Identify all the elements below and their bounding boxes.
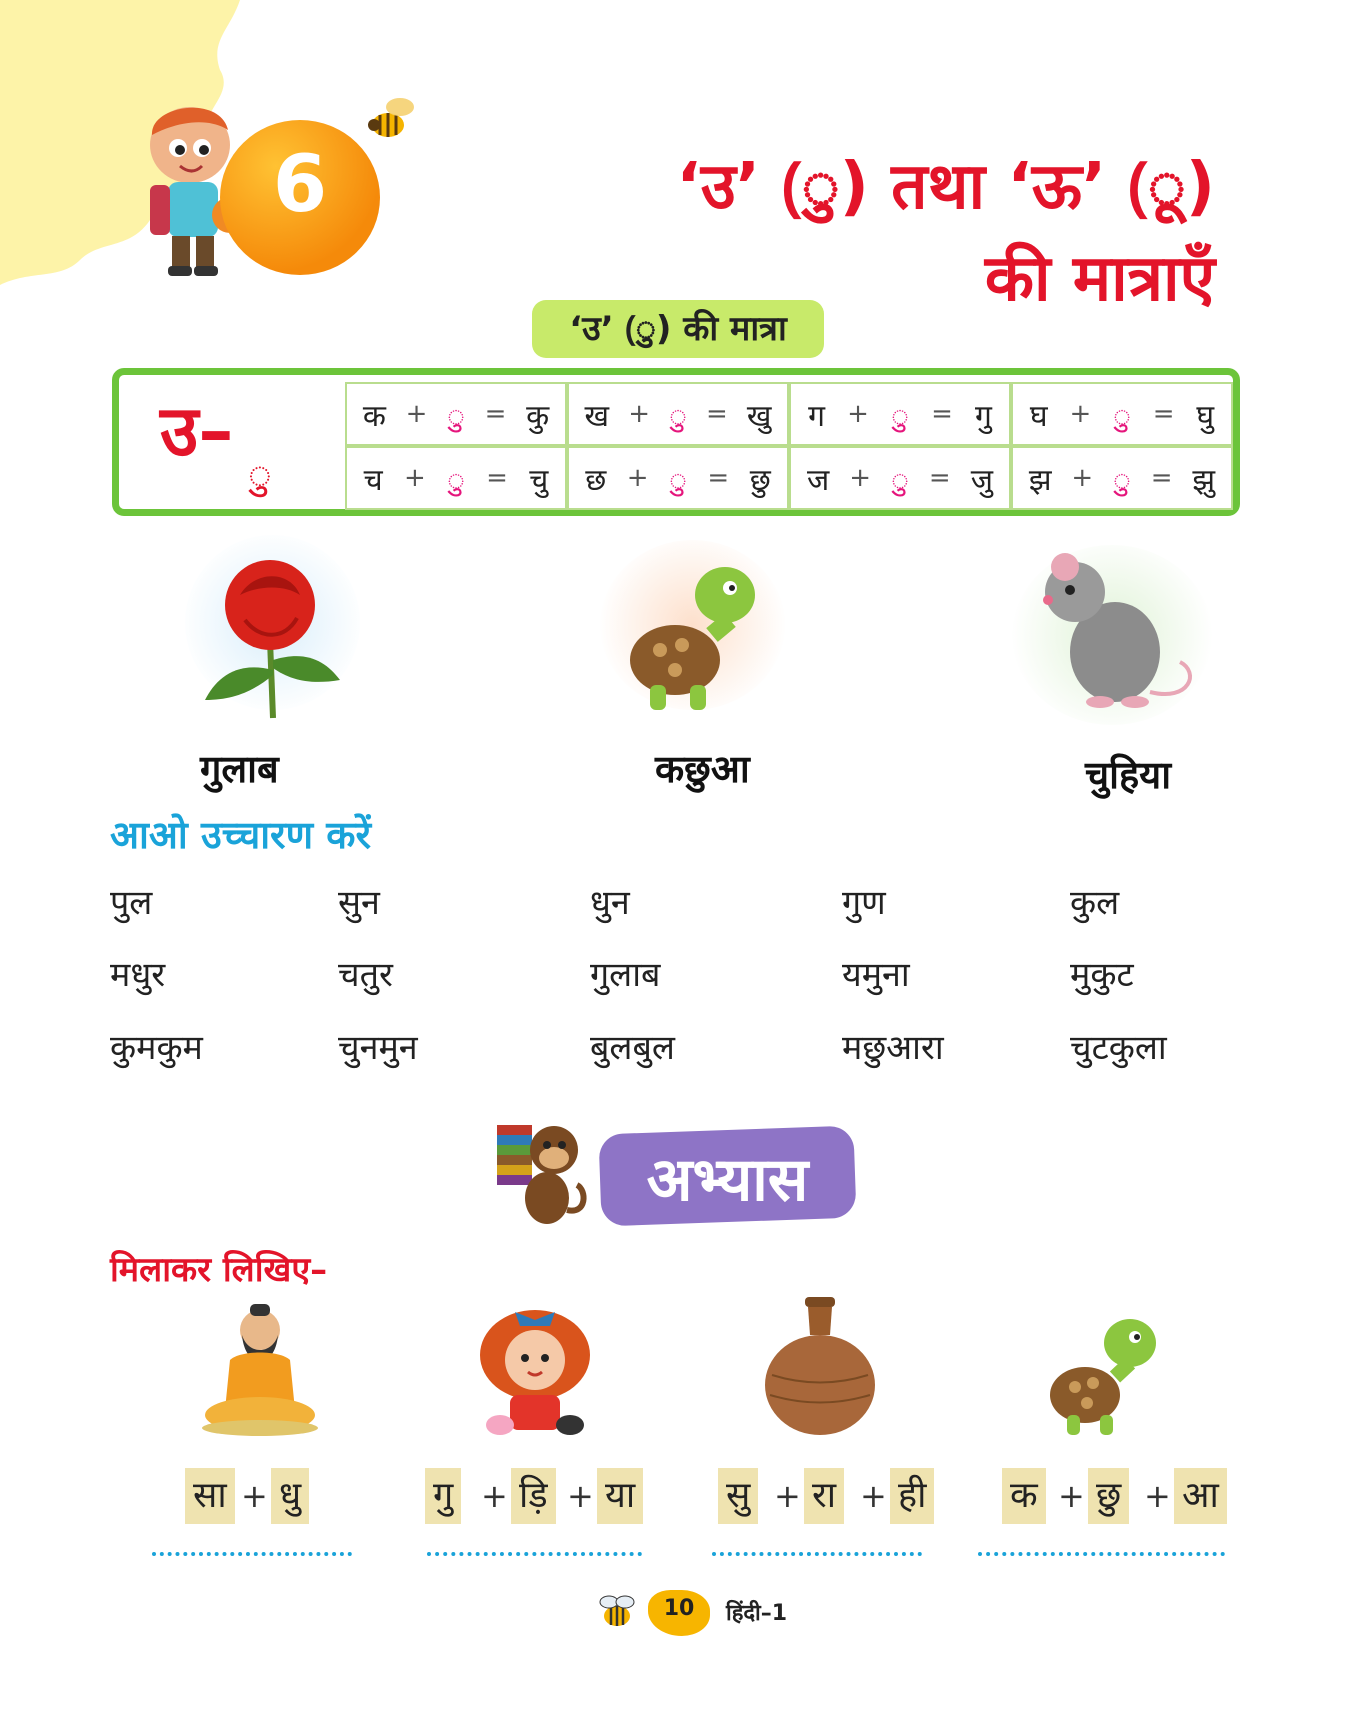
- pronunciation-word: सुन: [338, 883, 380, 923]
- pronunciation-word: कुल: [1070, 883, 1120, 923]
- page-title-line1: ‘उ’ (ु) तथा ‘ऊ’ (ू): [676, 150, 1215, 224]
- syllable-box: गु: [425, 1468, 461, 1524]
- cell-base-letter: च: [363, 462, 383, 498]
- cell-matra: ु: [447, 462, 465, 498]
- cell-base-letter: घ: [1029, 398, 1048, 434]
- plus-sign: +: [774, 1477, 801, 1515]
- pronunciation-word: चतुर: [338, 955, 393, 995]
- plus-sign: +: [481, 1477, 508, 1515]
- syllable-box: या: [597, 1468, 643, 1524]
- exercise-title: अभ्यास: [646, 1145, 809, 1215]
- cell-plus-sign: +: [626, 463, 649, 493]
- answer-line[interactable]: [427, 1552, 642, 1556]
- matra-cell: [1011, 382, 1233, 446]
- cell-matra: ु: [891, 462, 909, 498]
- sage-icon: [200, 1300, 320, 1440]
- cell-plus-sign: +: [1071, 463, 1094, 493]
- book-name: हिंदी–1: [726, 1601, 788, 1626]
- answer-line[interactable]: [978, 1552, 1225, 1556]
- matra-cell: [789, 446, 1011, 510]
- cell-result: गु: [975, 398, 992, 434]
- cell-equals-sign: =: [1152, 399, 1175, 429]
- pronunciation-word: मछुआरा: [842, 1028, 944, 1068]
- cell-matra: ु: [669, 462, 687, 498]
- bee-icon: [595, 1592, 639, 1634]
- cell-matra: ु: [891, 398, 909, 434]
- cell-plus-sign: +: [405, 399, 428, 429]
- cell-result: जु: [970, 462, 993, 498]
- pronunciation-word: चुनमुन: [338, 1028, 418, 1068]
- bee-icon: [360, 95, 420, 145]
- page-number: 10: [663, 1596, 695, 1621]
- chapter-number: 6: [272, 140, 328, 230]
- pronunciation-word: कुमकुम: [110, 1028, 203, 1068]
- pronunciation-word: पुल: [110, 883, 153, 923]
- table-letter: उ–: [160, 390, 234, 472]
- pronunciation-word: गुण: [842, 883, 886, 923]
- turtle-icon: [1045, 1305, 1165, 1440]
- cell-equals-sign: =: [931, 399, 953, 429]
- cell-base-letter: झ: [1028, 462, 1052, 498]
- cell-plus-sign: +: [403, 463, 426, 493]
- matra-cell: [1011, 446, 1233, 510]
- page-title-line2: की मात्राएँ: [984, 242, 1215, 316]
- section-subheading: ‘उ’ (ु) की मात्रा: [532, 300, 824, 358]
- syllable-box: सु: [718, 1468, 758, 1524]
- cell-equals-sign: =: [707, 463, 730, 493]
- cell-plus-sign: +: [1069, 399, 1092, 429]
- pronunciation-word: गुलाब: [590, 955, 661, 995]
- cell-matra: ु: [1113, 462, 1131, 498]
- mouse-icon: [1030, 552, 1210, 722]
- pronunciation-word: धुन: [590, 883, 630, 923]
- cell-base-letter: ग: [808, 398, 825, 434]
- cell-base-letter: ख: [584, 398, 610, 434]
- pronunciation-word: मधुर: [110, 955, 166, 995]
- plus-sign: +: [860, 1477, 887, 1515]
- pronunciation-word: चुटकुला: [1070, 1028, 1167, 1068]
- plus-sign: +: [1058, 1477, 1085, 1515]
- syllable-box: आ: [1174, 1468, 1227, 1524]
- picture-label-rose: गुलाब: [200, 747, 279, 791]
- cell-result: झु: [1192, 462, 1216, 498]
- cell-result: कु: [526, 398, 550, 434]
- syllable-box: सा: [185, 1468, 235, 1524]
- table-matra-symbol: ु: [248, 452, 272, 498]
- matra-cell: [567, 446, 789, 510]
- monkey-with-books-icon: [492, 1110, 592, 1235]
- pronunciation-word: मुकुट: [1070, 955, 1134, 995]
- cell-equals-sign: =: [484, 399, 507, 429]
- matra-cell: [789, 382, 1011, 446]
- cell-base-letter: क: [362, 398, 386, 434]
- cell-result: घु: [1196, 398, 1215, 434]
- pronunciation-word: बुलबुल: [590, 1028, 675, 1068]
- cell-equals-sign: =: [928, 463, 951, 493]
- cell-result: चु: [529, 462, 549, 498]
- cell-base-letter: छ: [585, 462, 607, 498]
- cell-matra: ु: [447, 398, 465, 434]
- answer-line[interactable]: [712, 1552, 922, 1556]
- matra-cell: [345, 382, 567, 446]
- match-heading: मिलाकर लिखिए–: [110, 1250, 328, 1290]
- cell-matra: ु: [669, 398, 687, 434]
- plus-sign: +: [1144, 1477, 1171, 1515]
- cell-base-letter: ज: [807, 462, 830, 498]
- cell-result: छु: [749, 462, 771, 498]
- cell-equals-sign: =: [1150, 463, 1173, 493]
- syllable-box: ड़ि: [511, 1468, 556, 1524]
- syllable-box: क: [1002, 1468, 1046, 1524]
- matra-cell: [567, 382, 789, 446]
- syllable-box: रा: [804, 1468, 844, 1524]
- syllable-box: धु: [271, 1468, 309, 1524]
- cell-matra: ु: [1113, 398, 1131, 434]
- cell-equals-sign: =: [486, 463, 508, 493]
- doll-icon: [470, 1300, 600, 1440]
- pot-icon: [760, 1295, 880, 1440]
- cell-plus-sign: +: [849, 463, 872, 493]
- picture-label-turtle: कछुआ: [655, 747, 750, 791]
- cell-equals-sign: =: [706, 399, 728, 429]
- rose-icon: [195, 550, 345, 720]
- syllable-box: ही: [890, 1468, 934, 1524]
- plus-sign: +: [241, 1477, 268, 1515]
- picture-label-mouse: चुहिया: [1085, 753, 1172, 797]
- turtle-icon: [620, 550, 770, 715]
- pronunciation-heading: आओ उच्चारण करें: [110, 813, 372, 857]
- pronunciation-word: यमुना: [842, 955, 910, 995]
- syllable-box: छु: [1088, 1468, 1129, 1524]
- plus-sign: +: [567, 1477, 594, 1515]
- answer-line[interactable]: [152, 1552, 352, 1556]
- matra-cell: [345, 446, 567, 510]
- cell-result: खु: [746, 398, 772, 434]
- cell-plus-sign: +: [847, 399, 869, 429]
- cell-plus-sign: +: [628, 399, 650, 429]
